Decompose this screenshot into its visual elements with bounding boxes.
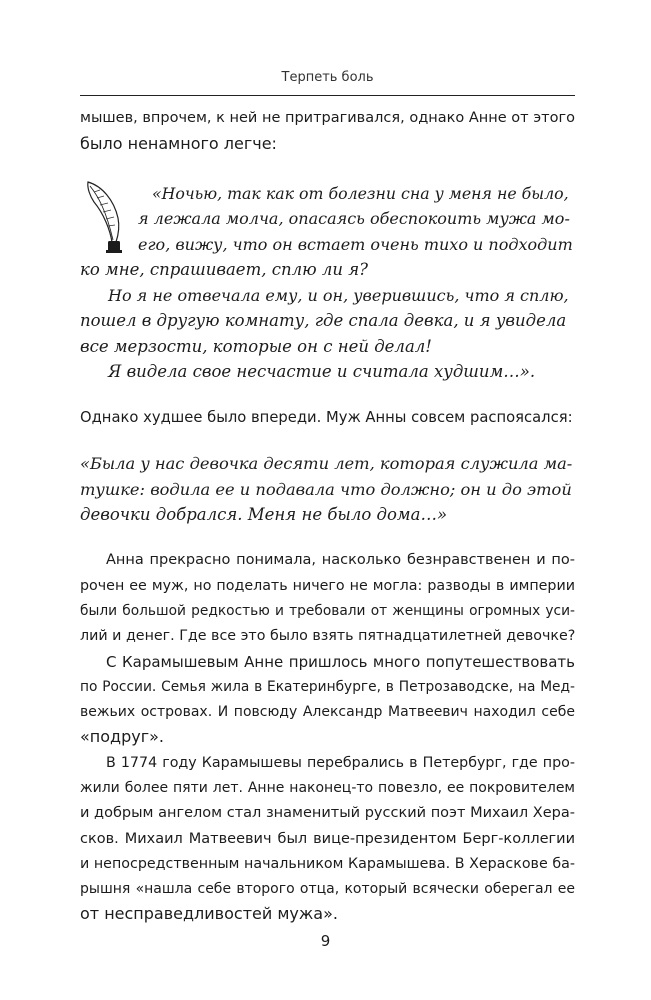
text-line: рышня «нашла себе второго отца, который всячески оберегал ее: [80, 881, 575, 897]
text-line: и добрым ангелом стал знаменитый русский поэт Михаил Хера-: [80, 805, 575, 821]
text-line: мышев, впрочем, к ней не притрагивался, однако Анне от этого: [80, 110, 575, 126]
text-line: вежьих островах. И повсюду Александр Матвеевич находил себе: [80, 704, 575, 720]
text-line: жили более пяти лет. Анне наконец-то повезло, ее покровителем: [80, 780, 575, 796]
text-line: Однако худшее было впереди. Муж Анны совсем распоясался:: [80, 409, 573, 426]
quote-line: его, вижу, что он встает очень тихо и подходит: [138, 235, 573, 254]
text-line: лий и денег. Где все это было взять пятнадцатилетней девочке?: [80, 628, 576, 644]
text-line: рочен ее муж, но поделать ничего не могла: разводы в империи: [80, 578, 575, 594]
text-line: и непосредственным начальником Карамышева. В Хераскове ба-: [80, 856, 575, 872]
text-line: «подруг».: [80, 727, 165, 746]
quote-line: «Была у нас девочка десяти лет, которая служила ма-: [80, 454, 573, 473]
text-line: от несправедливостей мужа».: [80, 904, 338, 923]
header-rule: [80, 95, 575, 96]
text-line: были большой редкостью и требовали от женщины огромных уси-: [80, 603, 575, 619]
running-header: Терпеть боль: [281, 70, 374, 85]
quote-line: Я видела свое несчастие и считала худшим…».: [108, 362, 536, 381]
quote-line: пошел в другую комнату, где спала девка, и я увидела: [80, 311, 567, 330]
text-line: было ненамного легче:: [80, 134, 277, 153]
text-line: Анна прекрасно понимала, насколько безнравственен и по-: [106, 552, 575, 568]
text-line: по России. Семья жила в Екатеринбурге, в Петрозаводске, на Мед-: [80, 679, 575, 695]
quote-line: девочки добрался. Меня не было дома…»: [80, 505, 448, 524]
quote-line: Но я не отвечала ему, и он, уверившись, что я сплю,: [108, 286, 569, 305]
text-line: С Карамышевым Анне пришлось много попутешествовать: [106, 653, 575, 671]
quote-line: все мерзости, которые он с ней делал!: [80, 337, 432, 356]
page-number: 9: [320, 932, 331, 950]
text-line: сков. Михаил Матвеевич был вице-президентом Берг-коллегии: [80, 831, 575, 847]
text-line: В 1774 году Карамышевы перебрались в Петербург, где про-: [106, 755, 575, 771]
quote-line: я лежала молча, опасаясь обеспокоить мужа мо-: [138, 209, 570, 228]
quill-inkwell-icon: [80, 178, 138, 256]
quote-line: тушке: водила ее и подавала что должно; он и до этой: [80, 480, 572, 499]
quote-line: ко мне, спрашивает, сплю ли я?: [80, 260, 368, 279]
quote-line: «Ночью, так как от болезни сна у меня не было,: [152, 184, 569, 203]
